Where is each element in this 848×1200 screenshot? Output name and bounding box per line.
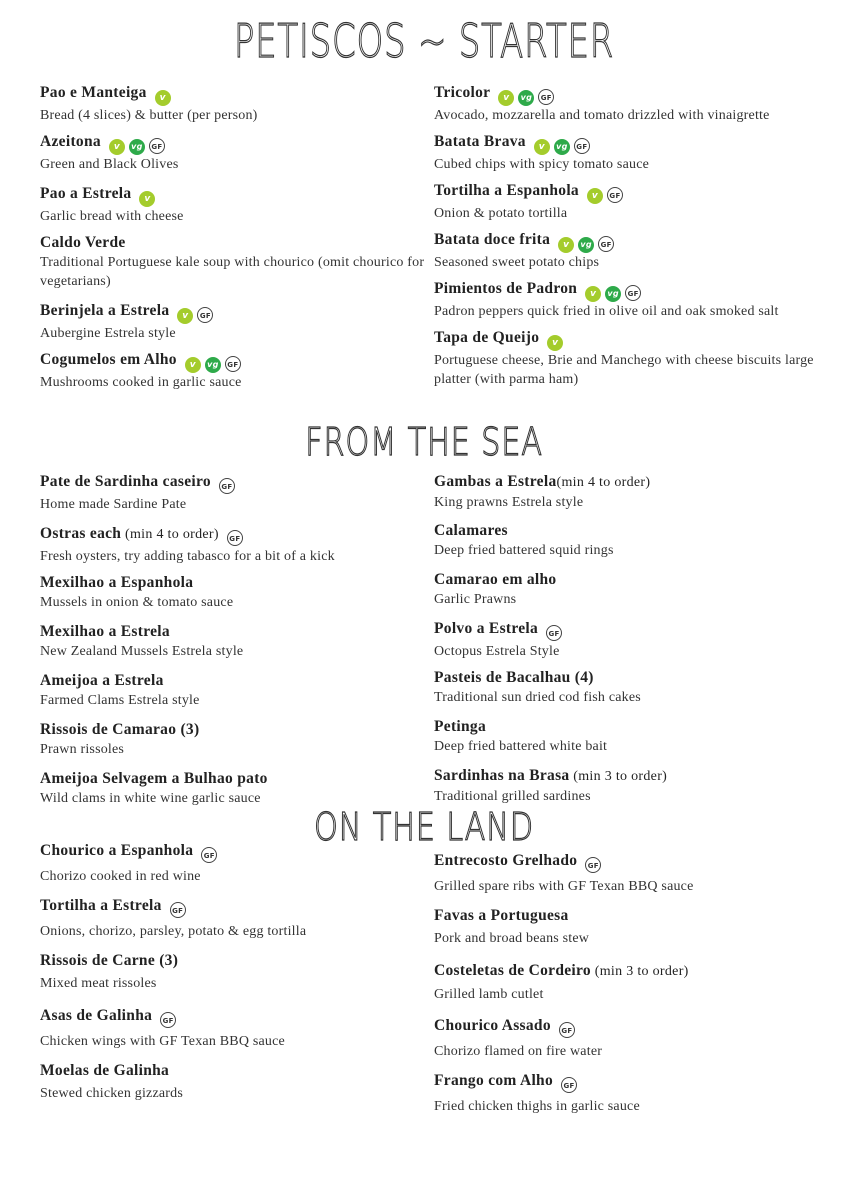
vegetarian-icon: v: [177, 308, 193, 324]
menu-item-name: [434, 961, 814, 982]
menu-item: [434, 521, 814, 560]
vegan-icon: vg: [129, 139, 145, 155]
menu-item: [40, 1006, 440, 1051]
menu-item-name: [40, 1061, 440, 1081]
vegetarian-icon: v: [498, 90, 514, 106]
vegetarian-icon: v: [547, 335, 563, 351]
menu-item-description: Stewed chicken gizzards: [40, 1086, 183, 1101]
menu-item-title: Azeitona: [40, 133, 101, 150]
menu-item-title: Petinga: [434, 718, 487, 735]
menu-item: [40, 671, 440, 710]
menu-item-title: Moelas de Galinha: [40, 1062, 170, 1079]
vegan-icon: vg: [205, 357, 221, 373]
menu-item-description: New Zealand Mussels Estrela style: [40, 644, 244, 659]
menu-item-name: [40, 951, 440, 971]
menu-item: [40, 1061, 440, 1103]
menu-item: [434, 717, 814, 756]
menu-item-title: Ostras each: [40, 525, 122, 542]
menu-item-name: [40, 671, 440, 691]
menu-item-description: King prawns Estrela style: [434, 495, 584, 510]
menu-item-name: [434, 906, 814, 926]
gluten-free-icon: GF: [225, 356, 241, 372]
menu-item-title: Pao a Estrela: [40, 185, 132, 202]
diet-badges: [170, 899, 190, 919]
menu-item-title: Pate de Sardinha caseiro: [40, 473, 211, 490]
gluten-free-icon: GF: [197, 307, 213, 323]
menu-item-title: Pimientos de Padron: [434, 280, 578, 297]
diet-badges: [534, 135, 594, 155]
gluten-free-icon: GF: [574, 138, 590, 154]
menu-item-description: Portuguese cheese, Brie and Manchego with cheese biscuits large platter (with parma ham): [434, 353, 814, 387]
menu-item-title: Costeletas de Cordeiro: [434, 962, 591, 979]
menu-item-name: [40, 132, 440, 155]
diet-badges: [201, 844, 221, 864]
vegan-icon: vg: [518, 90, 534, 106]
menu-item-title: Favas a Portuguesa: [434, 907, 569, 924]
menu-item: [434, 181, 814, 223]
gluten-free-icon: GF: [170, 902, 186, 918]
menu-item-title: Entrecosto Grelhado: [434, 852, 578, 869]
menu-item-description: Fried chicken thighs in garlic sauce: [434, 1099, 640, 1114]
menu-item-title: Tortilha a Estrela: [40, 897, 162, 914]
menu-item-title: Tricolor: [434, 84, 491, 101]
menu-item-name: [434, 851, 814, 874]
menu-item-title: Calamares: [434, 522, 508, 539]
vegan-icon: vg: [554, 139, 570, 155]
menu-item-description: Chorizo flamed on fire water: [434, 1044, 603, 1059]
menu-item: [40, 233, 440, 291]
vegetarian-icon: v: [185, 357, 201, 373]
menu-item-description: Padron peppers quick fried in olive oil and oak smoked salt: [434, 304, 779, 319]
menu-item-description: Farmed Clams Estrela style: [40, 693, 200, 708]
menu-item-note: (min 4 to order): [121, 527, 219, 542]
diet-badges: [160, 1009, 180, 1029]
menu-item-name: [434, 1071, 814, 1094]
menu-item-description: Onion & potato tortilla: [434, 206, 568, 221]
menu-item-name: [434, 1016, 814, 1039]
gluten-free-icon: GF: [561, 1077, 577, 1093]
menu-item-description: Seasoned sweet potato chips: [434, 255, 600, 270]
menu-item-title: Caldo Verde: [40, 234, 126, 251]
menu-item-name: [434, 328, 814, 351]
menu-item: [40, 132, 440, 174]
menu-item-title: Rissois de Carne (3): [40, 952, 179, 969]
menu-item-title: Gambas a Estrela: [434, 473, 557, 490]
menu-item: [40, 350, 440, 392]
menu-item-note: (min 3 to order): [569, 769, 668, 784]
menu-item: [434, 906, 814, 948]
menu-item: [40, 184, 440, 226]
menu-item-description: Onions, chorizo, parsley, potato & egg tortilla: [40, 924, 307, 939]
menu-item-name: [40, 301, 440, 324]
menu-item: [434, 961, 814, 1004]
menu-item-description: Deep fried battered white bait: [434, 739, 608, 754]
menu-item-name: [434, 279, 814, 302]
menu-item-description: Avocado, mozzarella and tomato drizzled with vinaigrette: [434, 108, 770, 123]
menu-item-title: Frango com Alho: [434, 1072, 554, 1089]
menu-item-name: [434, 521, 814, 541]
menu-item-name: [40, 622, 440, 642]
menu-item: [40, 301, 440, 343]
menu-item-name: [40, 573, 440, 593]
menu-item-title: Berinjela a Estrela: [40, 302, 170, 319]
gluten-free-icon: GF: [149, 138, 165, 154]
starter-section-title: PETISCOS ~ STARTER: [233, 14, 615, 68]
gluten-free-icon: GF: [625, 285, 641, 301]
vegetarian-icon: v: [109, 139, 125, 155]
diet-badges: [185, 353, 245, 373]
menu-item: [40, 573, 440, 612]
menu-item-name: [40, 720, 440, 740]
gluten-free-icon: GF: [607, 187, 623, 203]
menu-item-name: [40, 184, 440, 207]
menu-item-description: Mushrooms cooked in garlic sauce: [40, 375, 242, 390]
menu-item-title: Rissois de Camarao (3): [40, 721, 200, 738]
menu-item: [434, 472, 814, 512]
menu-item: [434, 83, 814, 125]
menu-item-name: [40, 350, 440, 373]
menu-item-description: Pork and broad beans stew: [434, 931, 590, 946]
diet-badges: [498, 86, 558, 106]
menu-item: [434, 328, 814, 389]
menu-item-description: Fresh oysters, try adding tabasco for a bit of a kick: [40, 549, 335, 564]
menu-item-description: Garlic Prawns: [434, 592, 517, 607]
menu-item-name: [40, 1006, 440, 1029]
menu-item: [40, 83, 440, 125]
diet-badges: [155, 86, 175, 106]
menu-item-description: Deep fried battered squid rings: [434, 543, 614, 558]
diet-badges: [227, 527, 247, 547]
menu-item: [434, 230, 814, 272]
sea-section-title: FROM THE SEA: [305, 420, 543, 464]
vegan-icon: vg: [605, 286, 621, 302]
gluten-free-icon: GF: [538, 89, 554, 105]
menu-item-title: Tortilha a Espanhola: [434, 182, 579, 199]
gluten-free-icon: GF: [546, 625, 562, 641]
menu-item-name: [434, 766, 814, 787]
vegetarian-icon: v: [585, 286, 601, 302]
gluten-free-icon: GF: [160, 1012, 176, 1028]
menu-item: [434, 668, 814, 707]
menu-item-description: Chorizo cooked in red wine: [40, 869, 201, 884]
menu-item: [40, 524, 440, 566]
menu-item-description: Grilled lamb cutlet: [434, 987, 544, 1002]
menu-item-name: [40, 233, 440, 253]
menu-item-title: Asas de Galinha: [40, 1007, 153, 1024]
menu-item-name: [434, 619, 814, 642]
menu-item: [434, 851, 814, 896]
menu-item-title: Chourico a Espanhola: [40, 842, 194, 859]
diet-badges: [547, 331, 567, 351]
gluten-free-icon: GF: [201, 847, 217, 863]
menu-item-title: Batata doce frita: [434, 231, 551, 248]
menu-item-description: Traditional Portuguese kale soup with chourico (omit chourico for vegetarians): [40, 255, 425, 289]
menu-item: [434, 570, 814, 609]
menu-item-name: [40, 841, 440, 864]
menu-item-description: Mussels in onion & tomato sauce: [40, 595, 234, 610]
vegetarian-icon: v: [139, 191, 155, 207]
menu-item-name: [40, 524, 440, 547]
gluten-free-icon: GF: [559, 1022, 575, 1038]
menu-item-name: [434, 668, 814, 688]
menu-item: [40, 720, 440, 759]
menu-item-description: Green and Black Olives: [40, 157, 179, 172]
diet-badges: [587, 184, 627, 204]
menu-item: [434, 1071, 814, 1116]
vegetarian-icon: v: [155, 90, 171, 106]
menu-item-title: Mexilhao a Estrela: [40, 623, 170, 640]
menu-item-title: Cogumelos em Alho: [40, 351, 177, 368]
menu-item-description: Garlic bread with cheese: [40, 209, 184, 224]
menu-item-title: Polvo a Estrela: [434, 620, 539, 637]
menu-item-description: Traditional sun dried cod fish cakes: [434, 690, 641, 705]
menu-item-name: [40, 83, 440, 106]
menu-item: [40, 472, 440, 514]
menu-item-description: Home made Sardine Pate: [40, 497, 187, 512]
menu-item-title: Ameijoa a Estrela: [40, 672, 164, 689]
land-section-title: ON THE LAND: [313, 805, 534, 849]
menu-item-title: Mexilhao a Espanhola: [40, 574, 194, 591]
gluten-free-icon: GF: [598, 236, 614, 252]
gluten-free-icon: GF: [585, 857, 601, 873]
menu-item: [434, 1016, 814, 1061]
diet-badges: [559, 1019, 579, 1039]
menu-item-note: (min 3 to order): [590, 964, 689, 979]
diet-badges: [585, 282, 645, 302]
menu-item: [40, 769, 440, 808]
vegetarian-icon: v: [587, 188, 603, 204]
menu-item: [40, 896, 440, 941]
diet-badges: [109, 135, 169, 155]
gluten-free-icon: GF: [227, 530, 243, 546]
menu-item: [40, 841, 440, 886]
menu-item-name: [434, 83, 814, 106]
menu-item-name: [434, 472, 814, 493]
menu-item-name: [434, 570, 814, 590]
menu-item-description: Mixed meat rissoles: [40, 976, 157, 991]
menu-item: [434, 766, 814, 806]
vegan-icon: vg: [578, 237, 594, 253]
menu-item-title: Sardinhas na Brasa: [434, 767, 570, 784]
vegetarian-icon: v: [534, 139, 550, 155]
diet-badges: [558, 233, 618, 253]
menu-item-title: Pao e Manteiga: [40, 84, 147, 101]
menu-item-description: Aubergine Estrela style: [40, 326, 176, 341]
diet-badges: [139, 187, 159, 207]
menu-item-name: [434, 230, 814, 253]
menu-item-description: Traditional grilled sardines: [434, 789, 591, 804]
menu-item-note: (min 4 to order): [556, 475, 651, 490]
diet-badges: [585, 854, 605, 874]
menu-item: [434, 279, 814, 321]
menu-item-title: Tapa de Queijo: [434, 329, 540, 346]
menu-item-description: Bread (4 slices) & butter (per person): [40, 108, 258, 123]
menu-item-name: [40, 896, 440, 919]
menu-item-description: Prawn rissoles: [40, 742, 125, 757]
menu-item-description: Wild clams in white wine garlic sauce: [40, 791, 261, 806]
menu-item-title: Chourico Assado: [434, 1017, 551, 1034]
menu-item-description: Octopus Estrela Style: [434, 644, 560, 659]
menu-item-title: Pasteis de Bacalhau (4): [434, 669, 594, 686]
diet-badges: [177, 304, 217, 324]
vegetarian-icon: v: [558, 237, 574, 253]
menu-item-description: Grilled spare ribs with GF Texan BBQ sauce: [434, 879, 694, 894]
menu-item-title: Batata Brava: [434, 133, 526, 150]
diet-badges: [219, 475, 239, 495]
menu-item-description: Chicken wings with GF Texan BBQ sauce: [40, 1034, 285, 1049]
menu-item-title: Ameijoa Selvagem a Bulhao pato: [40, 770, 268, 787]
diet-badges: [546, 622, 566, 642]
menu-item: [434, 619, 814, 661]
menu-item-name: [434, 717, 814, 737]
menu-item: [434, 132, 814, 174]
menu-item: [40, 622, 440, 661]
menu-item-description: Cubed chips with spicy tomato sauce: [434, 157, 650, 172]
menu-item: [40, 951, 440, 993]
gluten-free-icon: GF: [219, 478, 235, 494]
menu-item-name: [434, 132, 814, 155]
menu-item-title: Camarao em alho: [434, 571, 557, 588]
menu-item-name: [40, 769, 440, 789]
diet-badges: [561, 1074, 581, 1094]
menu-item-name: [40, 472, 440, 495]
menu-item-name: [434, 181, 814, 204]
